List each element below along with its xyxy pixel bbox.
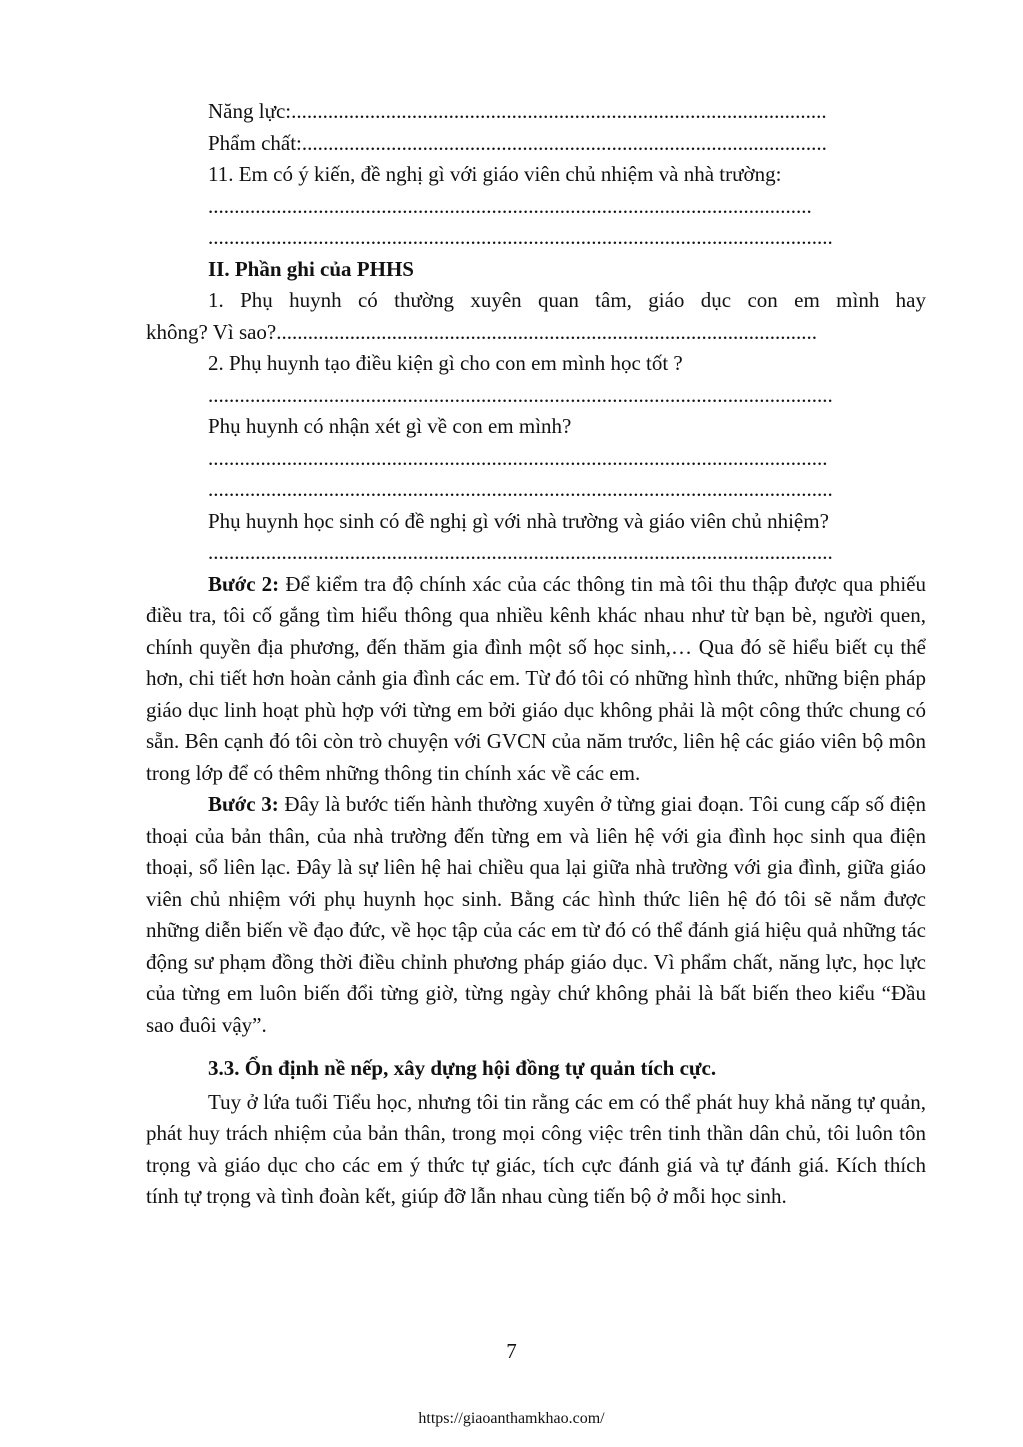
question-2: 2. Phụ huynh tạo điều kiện gì cho con em mình học tốt ? bbox=[208, 351, 683, 375]
answer-dots-line: ...................................................................................................................... bbox=[208, 445, 828, 470]
answer-dots-line: ....................................................................................................................... bbox=[208, 225, 833, 249]
answer-dots-line: ....................................................................................................................... bbox=[208, 382, 833, 407]
question-11: 11. Em có ý kiến, đề nghị gì với giáo viên chủ nhiệm và nhà trường: bbox=[208, 162, 782, 186]
answer-dots-line: ....................................................................................................................... bbox=[208, 477, 833, 501]
section-3-3-paragraph: Tuy ở lứa tuổi Tiểu học, nhưng tôi tin rằng các em có thể phát huy khả năng tự quản, phát huy trách nhiệm của bản thân, trong mọi công việc trên tinh thần dân chủ, tôi luôn tôn trọng và giáo dục cho các em ý thức tự giác, tích cực đánh giá và tự đánh giá. Kích thích tính tự trọng và tình đoàn kết, giúp đỡ lẫn nhau cùng tiến bộ ở mỗi học sinh. bbox=[146, 1089, 926, 1208]
buoc-2-text: Để kiểm tra độ chính xác của các thông tin mà tôi thu thập được qua phiếu điều tra, tôi cố gắng tìm hiểu thông qua nhiều kênh khác nhau như từ bạn bè, người quen, chính quyền địa phương, đến thăm gia đình một số học sinh,… Qua đó sẽ hiểu biết cụ thể hơn, chi tiết hơn hoàn cảnh gia đình các em. Từ đó tôi có những hình thức, những biện pháp giáo dục linh hoạt phù hợp với từng em bởi giáo dục không phải là một công thức chung có sẵn. Bên cạnh đó tôi còn trò chuyện với GVCN của năm trước, liên hệ các giáo viên bộ môn trong lớp để có thêm những thông tin chính xác về các em. bbox=[146, 571, 926, 785]
document-page bbox=[146, 96, 926, 1213]
buoc-2-label: Bước 2: bbox=[208, 571, 280, 596]
buoc-3-text: Đây là bước tiến hành thường xuyên ở từng giai đoạn. Tôi cung cấp số điện thoại của bản thân, của nhà trường đến từng em và liên hệ với gia đình học sinh qua điện thoại, sổ liên lạc. Đây là sự liên hệ hai chiều qua lại giữa nhà trường với gia đình, giữa giáo viên chủ nhiệm với phụ huynh học sinh. Bằng các hình thức liên hệ đó tôi sẽ nắm được những diễn biến về đạo đức, về học tập của các em từ đó có thể đánh giá hiệu quả những tác động sư phạm đồng thời điều chỉnh phương pháp giáo dục. Vì phẩm chất, năng lực, học lực của từng em luôn biến đổi từng giờ, từng ngày chứ không phải là bất biến theo kiểu “Đầu sao đuôi vậy”. bbox=[146, 792, 926, 1037]
question-1-line-1: 1. Phụ huynh có thường xuyên quan tâm, giáo dục con em mình hay bbox=[208, 288, 926, 312]
page-number: 7 bbox=[506, 1339, 517, 1363]
buoc-3-paragraph bbox=[146, 789, 926, 1041]
question-1-line-2: không? Vì sao?....................................................................................................... bbox=[146, 319, 818, 344]
footer-url: https://giaoanthamkhao.com/ bbox=[418, 1410, 605, 1427]
pham-chat-line: Phẩm chất:.................................................................................................... bbox=[208, 130, 827, 155]
nang-luc-line: Năng lực:...................................................................................................... bbox=[208, 99, 827, 123]
answer-dots-line: ................................................................................................................... bbox=[208, 193, 812, 218]
section-3-3-title: 3.3. Ổn định nề nếp, xây dựng hội đồng tự quản tích cực. bbox=[208, 1056, 717, 1080]
answer-dots-line: ....................................................................................................................... bbox=[208, 540, 833, 564]
question-3: Phụ huynh có nhận xét gì về con em mình? bbox=[208, 414, 572, 438]
buoc-2-paragraph bbox=[146, 569, 926, 790]
buoc-3-label: Bước 3: bbox=[208, 792, 279, 816]
section-title-phhs: II. Phần ghi của PHHS bbox=[208, 256, 414, 281]
question-4: Phụ huynh học sinh có đề nghị gì với nhà trường và giáo viên chủ nhiệm? bbox=[208, 508, 829, 533]
